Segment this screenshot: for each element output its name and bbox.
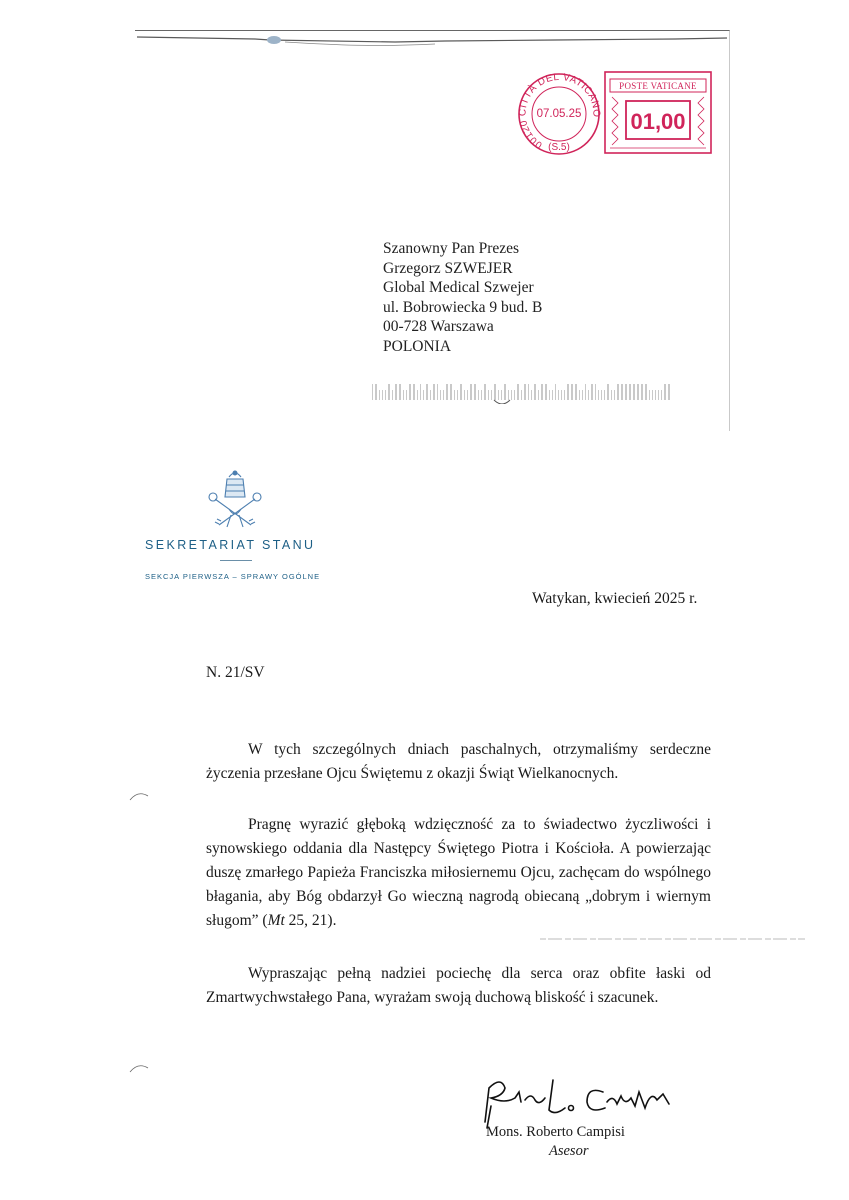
barcode-bar <box>508 390 509 400</box>
barcode-bar <box>571 384 573 400</box>
barcode-bar <box>481 390 482 400</box>
barcode-bar <box>395 384 397 400</box>
barcode-bar <box>430 390 431 400</box>
barcode-bar <box>588 390 589 400</box>
barcode-bar <box>649 390 650 400</box>
scan-mark <box>128 790 150 802</box>
barcode-bar <box>467 390 468 400</box>
postmark-date: 07.05.25 <box>536 108 582 120</box>
barcode-bar <box>629 384 631 400</box>
barcode-bar <box>582 390 583 400</box>
barcode-bar <box>541 384 543 400</box>
reference-number: N. 21/SV <box>206 664 265 681</box>
barcode-bar <box>406 390 407 400</box>
barcode-bar <box>413 384 415 400</box>
barcode-bar <box>633 384 635 400</box>
barcode-bar <box>524 384 526 400</box>
meter-amount: 01,00 <box>630 109 686 134</box>
postmark-office: (S.5) <box>548 142 570 153</box>
barcode-bar <box>521 390 522 400</box>
barcode-bar <box>417 390 418 400</box>
barcode-bar <box>457 390 458 400</box>
scripture-citation: Mt <box>267 912 285 929</box>
barcode-bar <box>611 390 612 400</box>
barcode-bar <box>668 384 670 400</box>
barcode-bar <box>549 390 550 400</box>
org-section: SEKCJA PIERWSZA – SPRAWY OGÓLNE <box>145 572 321 581</box>
barcode-bar <box>538 390 539 400</box>
paragraph-3: Wypraszając pełną nadziei pociechę dla serca oraz obfite łaski od Zmartwychwstałego Pana, wyrażam swoją duchową bliskość i szacunek. <box>206 965 711 1006</box>
barcode-bar <box>446 384 448 400</box>
barcode-bar <box>585 384 586 400</box>
barcode-bar <box>545 384 547 400</box>
handwritten-signature <box>475 1070 685 1130</box>
barcode-bar <box>450 384 452 400</box>
barcode-bar <box>474 384 476 400</box>
barcode-bar <box>433 384 435 400</box>
barcode-bar <box>579 390 580 400</box>
letterhead-divider <box>220 560 252 561</box>
barcode-bar <box>437 384 438 400</box>
barcode-bar <box>641 384 643 400</box>
barcode-bar <box>498 390 499 400</box>
barcode-bar <box>601 390 602 400</box>
signer-name: Mons. Roberto Campisi <box>486 1124 625 1140</box>
barcode-bar <box>604 390 605 400</box>
barcode-bar <box>501 390 502 400</box>
barcode-bar <box>652 390 653 400</box>
barcode-bar <box>426 384 428 400</box>
address-line: 00-728 Warszawa <box>383 318 494 335</box>
envelope-flap-edge <box>135 31 729 51</box>
barcode-bar <box>564 390 565 400</box>
place-date: Watykan, kwiecień 2025 r. <box>532 590 698 607</box>
barcode-bar <box>504 384 506 400</box>
barcode-bar <box>575 384 577 400</box>
meter-label: POSTE VATICANE <box>619 81 697 91</box>
paragraph-2-text: Pragnę wyrazić głęboką wdzięczność za to świadectwo życzliwości i synowskiego oddania dla Następcy Świętego Piotra i Kościoła. A powierzając duszę zmarłego Papieża Franciszka miłosiernemu Ojcu, zachęcam do wspólnego błagania, aby Bóg obdarzył Go wieczną nagrodą obiecaną „dobrym i wiernym sługom” ( <box>206 816 711 929</box>
barcode-bar <box>460 384 462 400</box>
barcode-bar <box>514 390 515 400</box>
barcode-bar <box>534 384 536 400</box>
barcode-bar <box>484 384 486 400</box>
barcode-bar <box>567 384 569 400</box>
recipient-address <box>383 239 542 356</box>
barcode-bar <box>531 390 532 400</box>
postmark-ring-text: 00120 CITTÀ DEL VATICANO <box>517 71 602 151</box>
barcode-bar <box>385 390 386 400</box>
barcode-bar <box>658 390 659 400</box>
barcode-bar <box>478 390 479 400</box>
address-line: Szanowny Pan Prezes <box>383 240 520 257</box>
barcode-bar <box>637 384 639 400</box>
barcode-bar <box>464 390 465 400</box>
barcode-bar <box>595 384 596 400</box>
barcode-bar <box>591 384 593 400</box>
scan-mark <box>128 1062 150 1074</box>
barcode-bar <box>645 384 647 400</box>
address-line: Grzegorz SZWEJER <box>383 259 513 277</box>
barcode-bar <box>443 390 444 400</box>
barcode-bar <box>598 390 599 400</box>
barcode-bar <box>388 384 390 400</box>
barcode-bar <box>625 384 627 400</box>
barcode-bar <box>491 390 492 400</box>
barcode-bar <box>555 384 556 400</box>
barcode-bar <box>440 390 441 400</box>
paragraph-1: W tych szczególnych dniach paschalnych, otrzymaliśmy serdeczne życzenia przesłane Ojcu Świętemu z okazji Świąt Wielkanocnych. <box>206 741 711 782</box>
barcode-bar <box>409 384 411 400</box>
barcode-bar <box>621 384 623 400</box>
barcode-bar <box>664 384 666 400</box>
barcode-bar <box>372 384 373 400</box>
barcode-bar <box>617 384 619 400</box>
barcode-bar <box>454 390 455 400</box>
barcode-bar <box>511 390 512 400</box>
barcode-bar <box>561 390 562 400</box>
address-line: Global Medical Szwejer <box>383 279 534 296</box>
barcode-bar <box>607 384 609 400</box>
barcode-bar <box>470 384 472 400</box>
barcode-bar <box>403 390 404 400</box>
papal-coat-of-arms-icon <box>205 469 265 531</box>
barcode-bar <box>382 390 383 400</box>
barcode-bar <box>392 390 393 400</box>
address-line: ul. Bobrowiecka 9 bud. B <box>383 298 543 316</box>
barcode-bar <box>488 390 489 400</box>
barcode-bar <box>614 390 615 400</box>
barcode-bar <box>420 384 421 400</box>
scan-streak <box>540 936 805 942</box>
paragraph-2 <box>206 813 711 933</box>
paragraph-2-end: 25, 21). <box>284 912 337 929</box>
barcode-bar <box>375 384 377 400</box>
barcode-bar <box>558 390 559 400</box>
address-line: POLONIA <box>383 337 452 355</box>
barcode-bar <box>423 390 424 400</box>
barcode-bar <box>655 390 656 400</box>
barcode-bar <box>379 390 380 400</box>
barcode-bar <box>661 390 662 400</box>
barcode-bar <box>517 384 519 400</box>
barcode-bar <box>528 384 529 400</box>
org-name: SEKRETARIAT STANU <box>145 538 316 552</box>
barcode-bar <box>552 390 553 400</box>
signer-title: Asesor <box>549 1143 589 1159</box>
barcode-bar <box>399 384 401 400</box>
postal-barcode <box>372 382 672 404</box>
barcode-bar <box>494 384 496 400</box>
postage-meter-stamp <box>604 71 712 154</box>
postmark-stamp <box>513 70 605 156</box>
